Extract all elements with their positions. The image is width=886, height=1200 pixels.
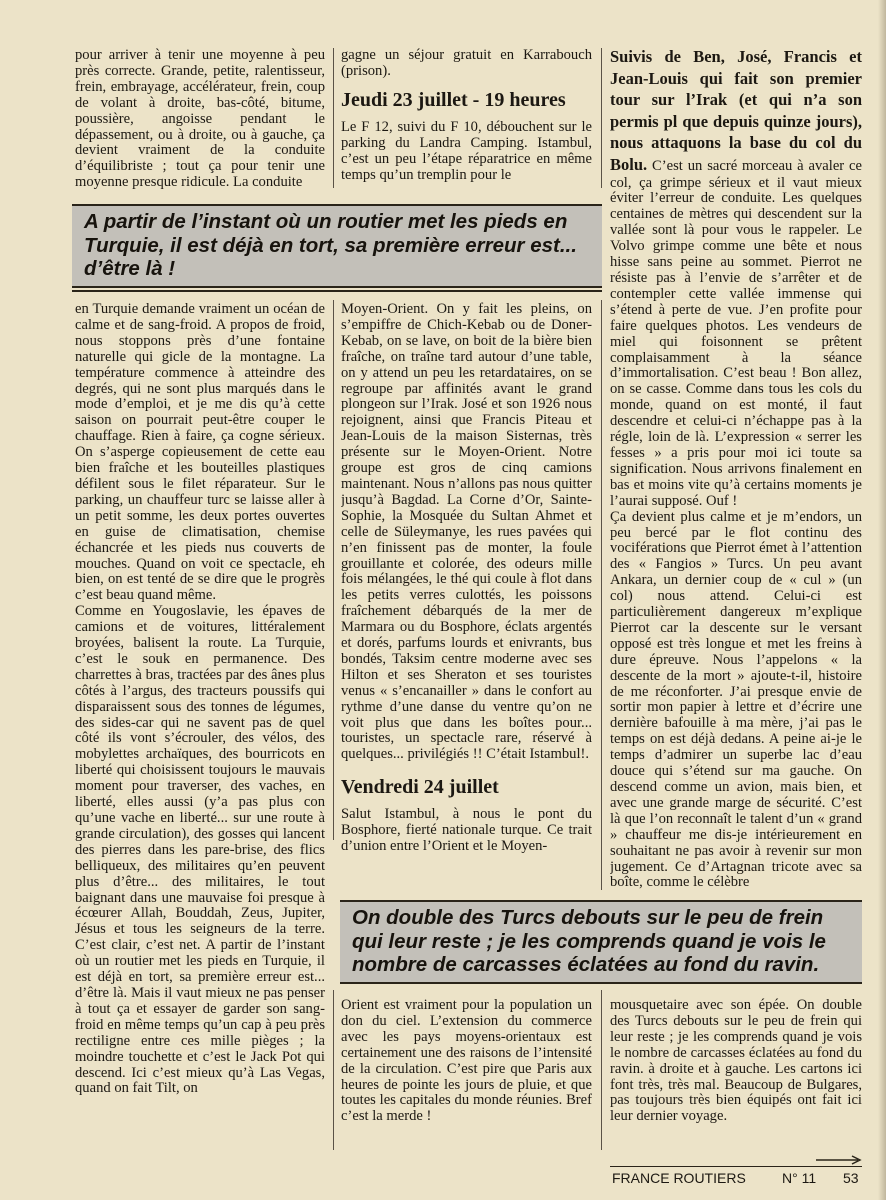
column-divider xyxy=(601,300,602,890)
footer-rule xyxy=(610,1166,862,1167)
pull-quote-text: On double des Turcs debouts sur le peu de frein qui leur reste ; je les comprends quand je vois le nombre de carcasses éclatées au fond du ravin. xyxy=(352,906,826,977)
paragraph: gagne un séjour gratuit en Karrabouch (prison). xyxy=(341,48,592,79)
lead-paragraph-bold: Suivis de Ben, José, Francis et Jean-Louis qui fait son premier tour sur l’Irak (et qui n’a son permis pl que depuis quinze jours), nous attaquons la base du col du Bolu. xyxy=(610,47,862,174)
column-1-top xyxy=(75,48,325,193)
paragraph: Ça devient plus calme et je m’endors, un peu bercé par le flot continu des vociférations que Pierrot émet à l’attention des « Fangios » Turcs. Un peu avant Ankara, un dernier coup de « cul » (un col) nous attend. Celui-ci est particulièrement dangereux m’explique Pierrot car la descente sur le versant opposé est très longue et met les freins à dure épreuve. Nous l’appelons « la descente de la mort » ajoute-t-il, histoire de me réconforter. J’ai presque envie de sortir mon papier à lettre et d’écrire une dernière bafouille à ma mère, j’ai pas le temps on est déjà dedans. A peine ai-je le temps d’admirer un superbe lac d’eau douce qui s’étend sur ma gauche. On descend comme un avion, mais bien, et avec une grande marge de sécurité. C’est là que l’on reconnaît le talent d’un « grand » chauffeur me dis-je intérieurement en souhaitant ne pas avoir à revenir sur mon jugement. Ce d’Artagnan tricote avec sa boîte, comme le célèbre xyxy=(610,508,862,891)
paragraph: Moyen-Orient. On y fait les pleins, on s’empiffre de Chich-Kebab ou de Doner-Kebab, on se lave, on boit de la bière bien fraîche, on traîne tard autour d’une table, on y attend un peu les retardataires, on se regroupe par affinités avant le grand plongeon sur l’Irak. José et son 1926 nous rejoignent, ainsi que Francis Piteau et Jean-Louis de la maison Sisternas, très présente sur le Moyen-Orient. Notre groupe est gros de cinq camions maintenant. Nous n’allons pas nous quitter jusqu’à Bagdad. La Corne d’Or, Sainte-Sophie, la Mosquée du Sultan Ahmet et celle de Süleymanye, les rues pavées qui n’en finissent pas de monter, la foule grouillante et colorée, des odeurs mille fois mélangées, le thé qui coule à flot dans les petits verres culottés, les poissons fraîchement débarqués de la mer de Marmara ou du Bosphore, éclats argentés et dorés, parfums lourds et enivrants, bus bondés, Taksim centre moderne avec ses Hilton et ses Sheraton et ses touristes venus « s’encanailler » dans le confort au rythme d’une danse du ventre qu’on ne voit plus que dans les boîtes pour... touristes, un spectacle rare, réservé à quelques... privilégiés !! C’était Istambul!. xyxy=(341,302,592,763)
pull-quote-text: A partir de l’instant où un routier met les pieds en Turquie, il est déjà en tort, sa première erreur est... d’être là ! xyxy=(84,210,577,281)
issue-number: N° 11 xyxy=(782,1170,817,1186)
page-number: 53 xyxy=(843,1170,859,1186)
publication-name: FRANCE ROUTIERS xyxy=(612,1170,746,1186)
column-1-middle xyxy=(75,302,325,1132)
paragraph: mousquetaire avec son épée. On double des Turcs debouts sur le peu de frein qui leur reste ; je les comprends quand je vois le nombre de carcasses éclatées au fond du ravin. à droite et à gauche. Les cartons ici font très, très mal. Beaucoup de Bulgares, pas toujours très bien équipés ont fait ici leur dernier voyage. xyxy=(610,998,862,1125)
column-divider xyxy=(333,300,334,840)
page-footer xyxy=(612,1170,870,1192)
column-divider xyxy=(601,48,602,188)
column-2-bottom xyxy=(341,998,592,1148)
column-divider xyxy=(333,990,334,1150)
continuation-arrow-icon xyxy=(816,1155,862,1165)
column-divider xyxy=(333,48,334,188)
section-heading-jeudi: Jeudi 23 juillet - 19 heures xyxy=(341,88,566,111)
pull-quote xyxy=(72,204,602,288)
horizontal-rule xyxy=(72,290,602,292)
paragraph: Le F 12, suivi du F 10, débouchent sur le parking du Landra Camping. Istambul, c’est un peu l’étape réparatrice en même temps qu’un tremplin pour le xyxy=(341,118,592,183)
column-2-top xyxy=(341,48,592,193)
paragraph: en Turquie demande vraiment un océan de calme et de sang-froid. A propos de froid, nous stoppons près d’une fontaine naturelle qui gicle de la montagne. La température commence à atteindre des degrés, qui ne sont plus marqués dans le mode d’emploi, et je me dis qu’à cette saison on pourrait peut-être couper le chauffage. Rien à faire, ça cogne sérieux. On s’asperge copieusement de cette eau bien fraîche et les bouteilles plastiques défilent sous le filet réparateur. Sur le parking, un chauffeur turc se laisse aller à un petit somme, les deux portes ouvertes en guise de climatisation, chemise échancrée et les pieds nus couverts de mouches. Quand on voit ce spectacle, eh bien, on est tenté de se dire que le progrès c’est beau quand même. xyxy=(75,302,325,604)
paragraph: Salut Istambul, à nous le pont du Bosphore, fierté nationale turque. Ce trait d’union entre l’Orient et le Moyen- xyxy=(341,806,592,855)
column-2-middle xyxy=(341,302,592,888)
scan-shadow xyxy=(878,0,886,1200)
column-3-top xyxy=(610,46,862,916)
column-divider xyxy=(601,990,602,1150)
paragraph: Orient est vraiment pour la population un don du ciel. L’extension du commerce avec les pays moyens-orientaux est certainement une des raisons de l’intensité de la circulation. C’est pire que Paris aux heures de pointe les jours de pluie, et que toutes les capitales du monde réunies. Bref c’est la merde ! xyxy=(341,998,592,1125)
paragraph: Comme en Yougoslavie, les épaves de camions et de voitures, littéralement broyées, balisent la route. La Turquie, c’est le souk en permanence. Des charrettes à bras, tractées par des ânes plus côtés à l’argus, des tracteurs poussifs qui disparaissent sous des tonnes de légumes, des sides-car qui ne savent pas de quel côté ils vont s’écrouler, des vélos, des mobylettes archaïques, des bourricots en liberté qui choisissent toujours le mauvais moment pour traverser, des vaches, en liberté, elles aussi (y’a pas plus con qu’une vache en liberté... sur une route à grande circulation), des gosses qui lancent des pierres dans les pare-brise, des flics belliqueux, des militaires qu’en peuvent plus d’être... des militaires, le tout baignant dans une mauvaise foi presque à écœurer Allah, Bouddah, Zeus, Jupiter, Jésus et tous les seigneurs de la terre. C’est clair, c’est net. A partir de l’instant où un routier met les pieds en Turquie, il est déjà en tort, sa première erreur est... d’être là. Mais il vaut mieux ne pas penser à tout ça et essayer de garder son sang-froid en même temps qu’un cap à peu près rectiligne entre ces mille pièges ; la moindre touchette et c’est le Jack Pot qui descend. Ici c’est mieux qu’à Las Vegas, quand on fait Tilt, on xyxy=(75,603,325,1097)
section-heading-vendredi: Vendredi 24 juillet xyxy=(341,776,499,799)
paragraph: C’est un sacré morceau à avaler ce col, ça grimpe sérieux et il vaut mieux éviter l’erreur de conduite. Les quelques centaines de mètres qui descendent sur la vallée sont là pour vous le rappeler. Le Volvo grimpe comme une bête et nous hisse sans peine au sommet. Pierrot ne résiste pas à l’envie de s’arrêter et de contempler cette vallée immense qui s’étend à perte de vue. J’en profite pour faire quelques photos. Les vendeurs de miel qui foisonnent se prêtent complaisamment à la séance d’immortalisation. C’est beau ! Bon allez, on se casse. Comme dans tous les cols du monde, quand on est monté, il faut descendre et celui-ci n’échappe pas à la régle, loin de là. L’expression « serrer les fesses » a pris pour moi ici toute sa signification. Nous arrivons finalement en bas et moins vite qu’à certains moments je l’aurai supposé. Ouf ! xyxy=(610,157,862,509)
pull-quote xyxy=(340,900,862,984)
column-3-bottom xyxy=(610,998,862,1148)
paragraph: pour arriver à tenir une moyenne à peu près correcte. Grande, petite, ralentisseur, frein, embrayage, accélérateur, frein, coup de volant à droite, bas-côté, bitume, poussière, angoisse pendant le dépassement, ou à droite, ou à gauche, ça devient vraiment de la conduite d’équilibriste ; tout ça pour tenir une moyenne presque ridicule. La conduite xyxy=(75,48,325,191)
